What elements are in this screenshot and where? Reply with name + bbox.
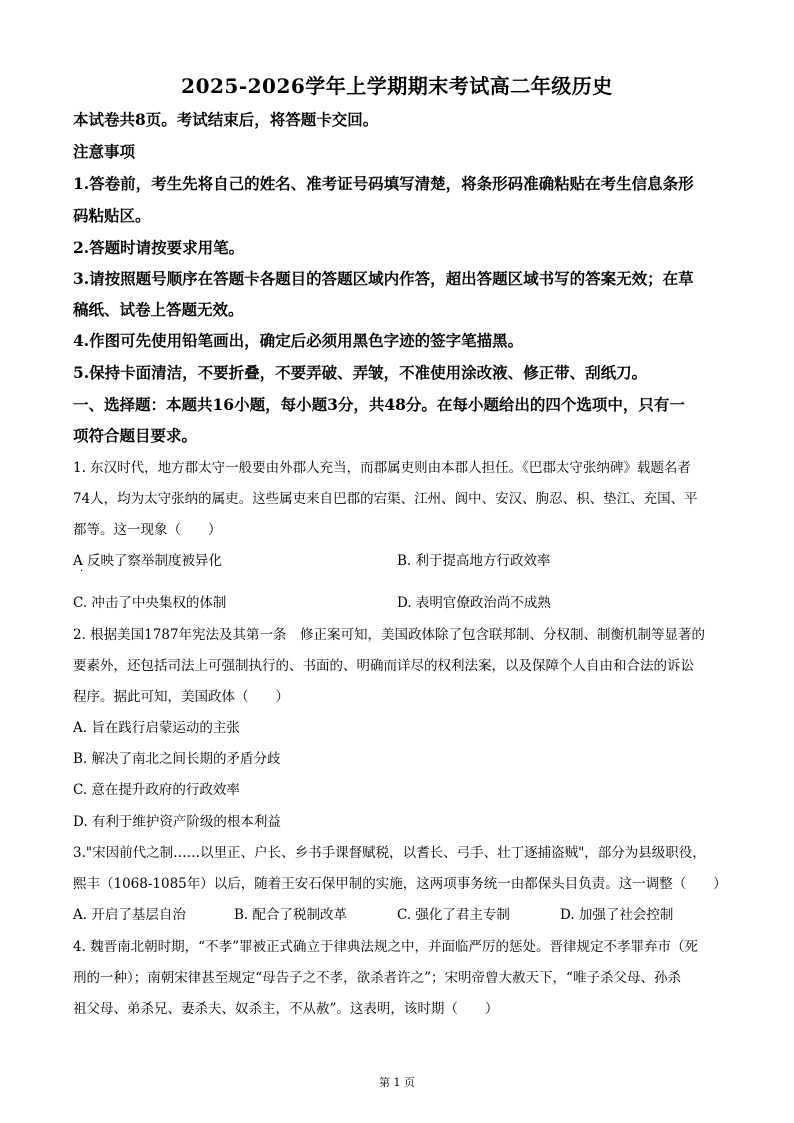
q3-option-c: C. 强化了君主专制 xyxy=(397,907,510,923)
q1-option-a: A 反映了察举制度被异化 xyxy=(73,553,223,569)
q3-option-a: A. 开启了基层自治 xyxy=(73,907,186,923)
q2-option-b: B. 解决了南北之间长期的矛盾分歧 xyxy=(73,751,281,767)
note-item-1b: 码粘贴区。 xyxy=(73,206,151,225)
q2-option-d: D. 有利于维护资产阶级的根本利益 xyxy=(73,814,281,830)
note-item-3b: 稿纸、试卷上答题无效。 xyxy=(73,300,244,319)
q1-option-c: C. 冲击了中央集权的体制 xyxy=(73,595,227,611)
q1-option-d: D. 表明官僚政治尚不成熟 xyxy=(397,595,551,611)
note-item-2: 2.答题时请按要求用笔。 xyxy=(73,238,245,257)
q3-line-1: 3."宋因前代之制……以里正、户长、乡书手课督赋税，以耆长、弓手、壮丁逐捕盗贼"，部分为县级职役， xyxy=(73,845,706,861)
notes-heading: 注意事项 xyxy=(73,142,136,161)
q2-line-1: 2. 根据美国1787年宪法及其第一条 修正案可知，美国政体除了包含联邦制、分权制、制衡机制等显著的 xyxy=(73,627,706,643)
q1-line-2: 74人，均为太守张纳的属吏。这些属吏来自巴郡的宕渠、江州、阆中、安汉、朐忍、枳、垫江、充国、平 xyxy=(73,491,698,507)
q4-line-1: 4. 魏晋南北朝时期，“不孝”罪被正式确立于律典法规之中，并面临严厉的惩处。晋律规定不孝罪弃市（死 xyxy=(73,939,698,955)
q1-line-3: 都等。这一现象（ ） xyxy=(73,522,222,538)
page-number: 第 1 页 xyxy=(379,1076,415,1089)
note-item-4: 4.作图可先使用铅笔画出，确定后必须用黑色字迹的签字笔描黑。 xyxy=(73,331,524,350)
stray-dot: · xyxy=(80,566,84,577)
q3-line-2: 熙丰（1068-1085年）以后，随着王安石保甲制的实施，这两项事务统一由都保头目负责。这一调整（ ） xyxy=(73,876,727,892)
q1-line-1: 1. 东汉时代，地方郡太守一般要由外郡人充当，而郡属吏则由本郡人担任。《巴郡太守张纳碑》载题名者 xyxy=(73,460,691,476)
q3-option-d: D. 加强了社会控制 xyxy=(560,907,674,923)
q4-line-2: 刑的一种）；南朝宋律甚至规定“母告子之不孝，欲杀者许之”；宋明帝曾大赦天下，“唯子杀父母、孙杀 xyxy=(73,970,681,986)
section-heading-1: 一、选择题：本题共16小题，每小题3分，共48分。在每小题给出的四个选项中，只有一 xyxy=(73,395,685,414)
q3-option-b: B. 配合了税制改革 xyxy=(234,907,348,923)
note-item-3a: 3.请按照题号顺序在答题卡各题目的答题区域内作答，超出答题区域书写的答案无效；在草 xyxy=(73,269,694,288)
q2-line-3: 程序。据此可知，美国政体（ ） xyxy=(73,689,289,705)
q1-option-b: B. 利于提高地方行政效率 xyxy=(397,553,551,569)
note-item-1a: 1.答卷前，考生先将自己的姓名、准考证号码填写清楚，将条形码准确粘贴在考生信息条形 xyxy=(73,174,694,193)
note-item-5: 5.保持卡面清洁，不要折叠，不要弄破、弄皱，不准使用涂改液、修正带、刮纸刀。 xyxy=(73,363,648,382)
q4-line-3: 祖父母、弟杀兄、妻杀夫、奴杀主，不从赦”。这表明，该时期（ ） xyxy=(73,1001,499,1017)
section-heading-2: 项符合题目要求。 xyxy=(73,426,198,445)
q2-option-a: A. 旨在践行启蒙运动的主张 xyxy=(73,720,240,736)
exam-info: 本试卷共8页。考试结束后，将答题卡交回。 xyxy=(73,110,379,129)
q2-line-2: 要素外，还包括司法上可强制执行的、书面的、明确而详尽的权利法案，以及保障个人自由和合法的诉讼 xyxy=(73,658,694,674)
q2-option-c: C. 意在提升政府的行政效率 xyxy=(73,782,240,798)
page-title: 2025-2026学年上学期期末考试高二年级历史 xyxy=(181,74,613,98)
